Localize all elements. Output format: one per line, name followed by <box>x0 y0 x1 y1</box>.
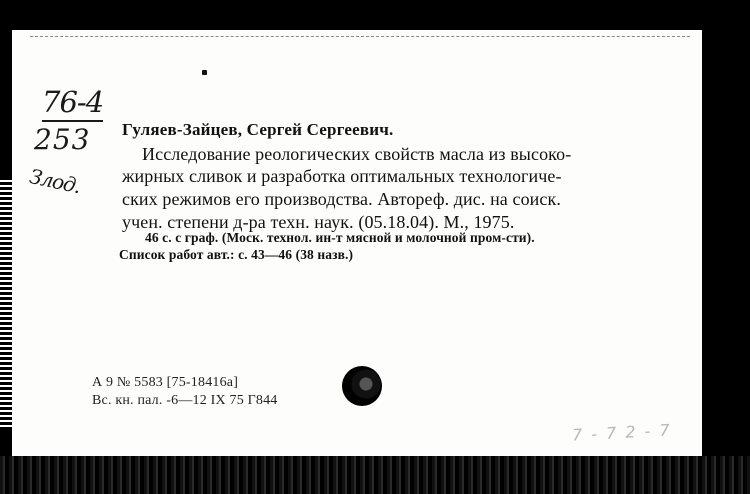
left-edge-scan-artifact <box>0 180 12 430</box>
title-line-4: учен. степени д-ра техн. наук. (05.18.04). М., 1975. <box>122 212 515 232</box>
handwritten-call-number: 76-4 <box>42 88 103 122</box>
top-dashed-line <box>30 36 690 38</box>
bottom-edge-scan-artifact <box>0 456 750 494</box>
ink-speck <box>202 70 207 75</box>
pencil-mark: 7 - 7 2 - 7 <box>571 420 673 445</box>
circular-stamp <box>342 366 382 406</box>
title-line-1: Исследование реологических свойств масла из высоко- <box>142 144 572 164</box>
author-heading: Гуляев-Зайцев, Сергей Сергеевич. <box>122 120 394 139</box>
catalog-card <box>12 30 702 456</box>
catalog-number-line-1: А 9 № 5583 [75-18416а] <box>92 375 239 390</box>
bibliography-note-line: Список работ авт.: с. 43—46 (38 назв.) <box>119 247 354 262</box>
handwritten-call-subnumber: 253 <box>34 123 91 156</box>
catalog-number-line-2: Вс. кн. пал. -6—12 IX 75 Г844 <box>92 393 278 408</box>
handwritten-note: Злод. <box>27 164 83 199</box>
title-line-2: жирных сливок и разработка оптимальных технологиче- <box>122 166 562 186</box>
title-line-3: ских режимов его производства. Автореф. дис. на соиск. <box>122 189 561 209</box>
physical-description-line: 46 с. с граф. (Моск. технол. ин-т мясной и молочной пром-сти). <box>145 230 535 245</box>
